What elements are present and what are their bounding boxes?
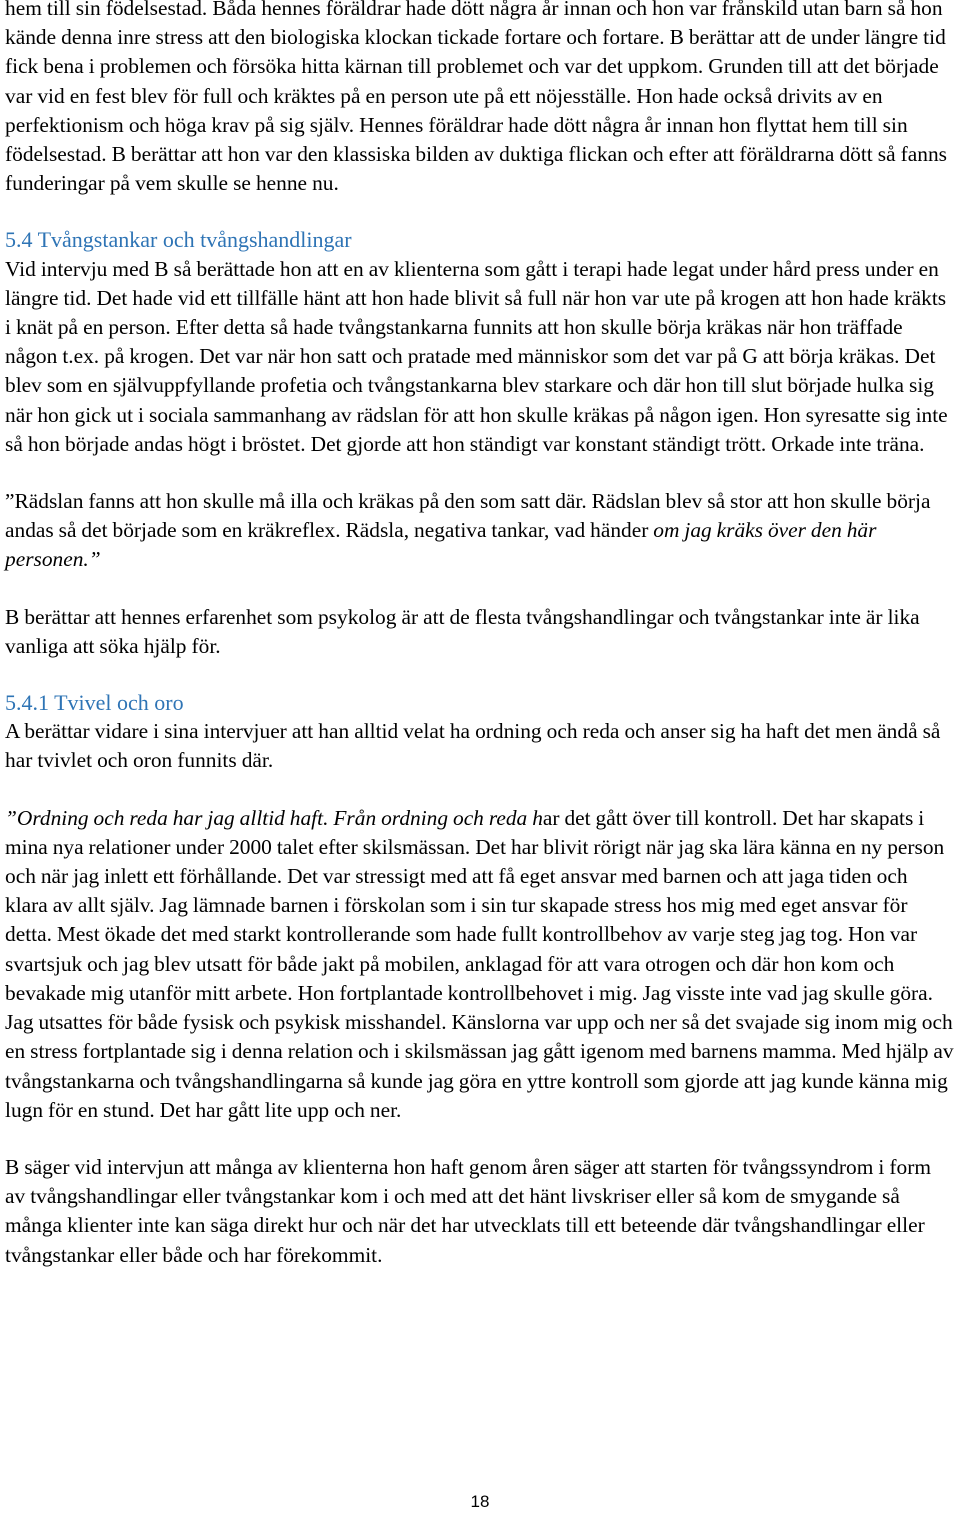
page-number: 18: [470, 1492, 490, 1511]
quote-1-italic-end: om jag kräks över den här personen.”: [5, 518, 877, 572]
section-5-4-paragraph: Vid intervju med B så berättade hon att en av klienterna som gått i terapi hade legat under hård press under en längre tid. Det hade vid ett tillfälle hänt att hon hade blivit så full när hon var ute på krogen att hon hade kräkts i knät på en person. Efter detta så hade tvångstankarna funnits att hon skulle börja kräkas när hon träffade någon t.ex. på krogen. Det var när hon satt och pratade med människor som det var på G att börja kräkas. Det blev som en självuppfyllande profetia och tvångstankarna blev starkare och där hon till slut började hulka sig när hon gick ut i sociala sammanhang av rädslan för att hon skulle kräkas på någon igen. Hon syresatte sig inte så hon började andas högt i bröstet. Det gjorde att hon ständigt var konstant ständigt trött. Orkade inte träna.: [5, 256, 948, 456]
section-5-4-1-paragraph: A berättar vidare i sina intervjuer att han alltid velat ha ordning och reda och anser sig ha haft det men ändå så har tvivlet och oron funnits där.: [5, 719, 941, 773]
section-heading-5-4-1: 5.4.1 Tvivel och oro: [5, 690, 184, 716]
quote-2-text: ar det gått över till kontroll. Det har skapats i mina nya relationer under 2000 talet efter skilsmässan. Det har blivit rörigt när jag ska lära känna en ny person och när jag inlett ett förhållande. Det var stressigt med att få eget ansvar med barnen och att jaga tiden och klara av allt själv. Jag lämnade barnen i förskolan som i sin tur skapade stress hos mig med eget ansvar för detta. Mest ökade det med starkt kontrollerande som hade fullt kontrollbehov av varje steg jag tog. Hon var svartsjuk och jag blev utsatt för både jakt på mobilen, anklagad för att vara otrogen och där hon kom och bevakade mig utanför mitt arbete. Hon fortplantade kontrollbehovet i mig. Jag visste inte vad jag skulle göra. Jag utsattes för både fysisk och psykisk misshandel. Känslorna var upp och ner så det svajade sig inom mig och en stress fortplantade sig i denna relation och i skilsmässan jag gått igenom med barnens mamma. Med hjälp av tvångstankarna och tvångshandlingarna så kunde jag göra en yttre kontroll som gjorde att jag kunde känna mig lugn för en stund. Det har gått lite upp och ner.: [5, 805, 954, 1122]
quote-block-2: [5, 804, 955, 1125]
quote-1-text: ”Rädslan fanns att hon skulle må illa och kräkas på den som satt där. Rädslan blev så stor att hon skulle börja andas så det började som en kräkreflex. Rädsla, negativa tankar, vad händer: [5, 489, 931, 543]
paragraph-after-quote: B berättar att hennes erfarenhet som psykolog är att de flesta tvångshandlingar och tvångstankar inte är lika vanliga att söka hjälp för.: [5, 604, 920, 658]
quote-block-1: [5, 487, 955, 575]
quote-2-italic-start: ”Ordning och reda har jag alltid haft. Från ordning och reda h: [5, 805, 543, 830]
document-page: [5, 0, 955, 1270]
intro-paragraph: hem till sin födelsestad. Båda hennes föräldrar hade dött några år innan och hon var frånskild utan barn så hon kände denna inre stress att den biologiska klockan tickade fortare och fortare. B berättar att de under längre tid fick bena i problemen och försöka hitta kärnan till problemet och var det uppkom. Grunden till att det började var vid en fest blev för full och kräktes på en person ute på ett nöjesställe. Hon hade också drivits av en perfektionism och höga krav på sig själv. Hennes föräldrar hade dött några år innan hon flyttat hem till sin födelsestad. B berättar att hon var den klassiska bilden av duktiga flickan och efter att föräldrarna dött så fanns funderingar på vem skulle se henne nu.: [5, 0, 947, 196]
closing-paragraph: B säger vid intervjun att många av klienterna hon haft genom åren säger att starten för tvångssyndrom i form av tvångshandlingar eller tvångstankar kom i och med att det hänt livskriser eller så kom de smygande så många klienter inte kan säga direkt hur och när det har utvecklats till ett beteende där tvångshandlingar eller tvångstankar eller både och har förekommit.: [5, 1154, 932, 1267]
section-heading-5-4: 5.4 Tvångstankar och tvångshandlingar: [5, 227, 352, 253]
